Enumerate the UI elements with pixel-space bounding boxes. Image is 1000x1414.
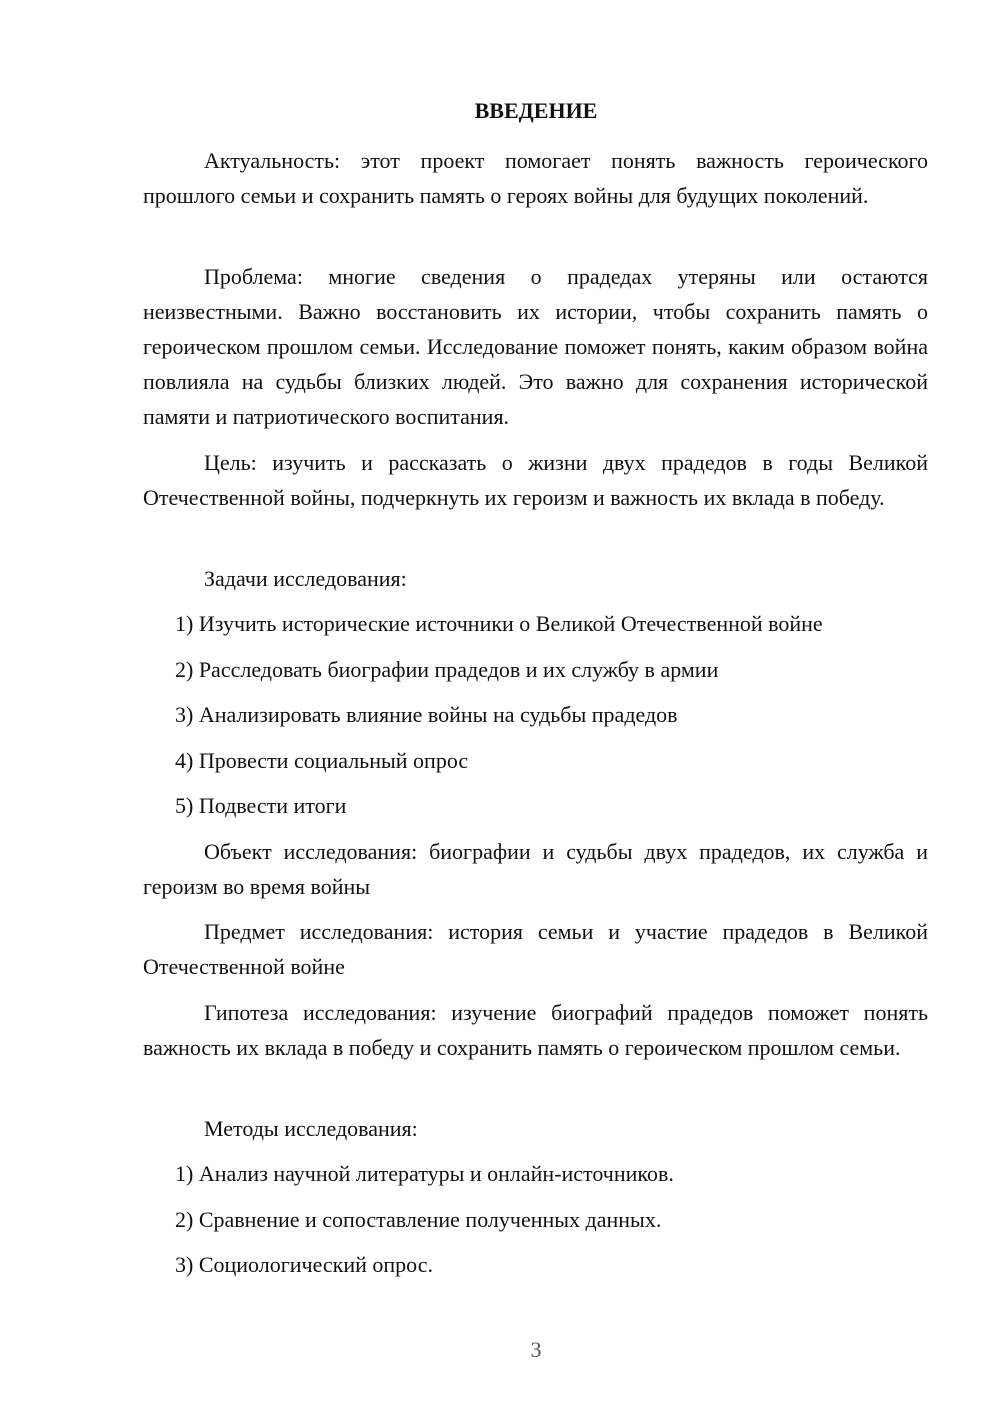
object-paragraph: Объект исследования: биографии и судьбы двух прадедов, их служба и героизм во время войны bbox=[143, 839, 928, 899]
task-item: 4) Провести социальный опрос bbox=[175, 748, 469, 773]
task-item: 3) Анализировать влияние войны на судьбы прадедов bbox=[175, 702, 678, 727]
goal-paragraph: Цель: изучить и рассказать о жизни двух прадедов в годы Великой Отечественной войны, подчеркнуть их героизм и важность их вклада в победу. bbox=[143, 450, 928, 510]
page-number: 3 bbox=[530, 1337, 542, 1362]
method-item: 1) Анализ научной литературы и онлайн-источников. bbox=[175, 1161, 674, 1186]
tasks-heading: Задачи исследования: bbox=[204, 566, 407, 591]
task-item: 1) Изучить исторические источники о Великой Отечественной войне bbox=[175, 611, 823, 636]
problem-paragraph: Проблема: многие сведения о прадедах утеряны или остаются неизвестными. Важно восстановить их истории, чтобы сохранить память о героическом прошлом семьи. Исследование поможет понять, каким образом война повлияла на судьбы близких людей. Это важно для сохранения исторической памяти и патриотического воспитания. bbox=[143, 264, 928, 429]
hypothesis-paragraph: Гипотеза исследования: изучение биографий прадедов поможет понять важность их вклада в победу и сохранить память о героическом прошлом семьи. bbox=[143, 1000, 928, 1060]
task-item: 5) Подвести итоги bbox=[175, 793, 347, 818]
relevance-paragraph: Актуальность: этот проект помогает понять важность героического прошлого семьи и сохранить память о героях войны для будущих поколений. bbox=[143, 148, 928, 208]
methods-heading: Методы исследования: bbox=[204, 1116, 418, 1141]
section-title: ВВЕДЕНИЕ bbox=[474, 98, 598, 123]
method-item: 2) Сравнение и сопоставление полученных данных. bbox=[175, 1207, 662, 1232]
task-item: 2) Расследовать биографии прадедов и их службу в армии bbox=[175, 657, 719, 682]
method-item: 3) Социологический опрос. bbox=[175, 1252, 433, 1277]
subject-paragraph: Предмет исследования: история семьи и участие прадедов в Великой Отечественной войне bbox=[143, 919, 928, 979]
